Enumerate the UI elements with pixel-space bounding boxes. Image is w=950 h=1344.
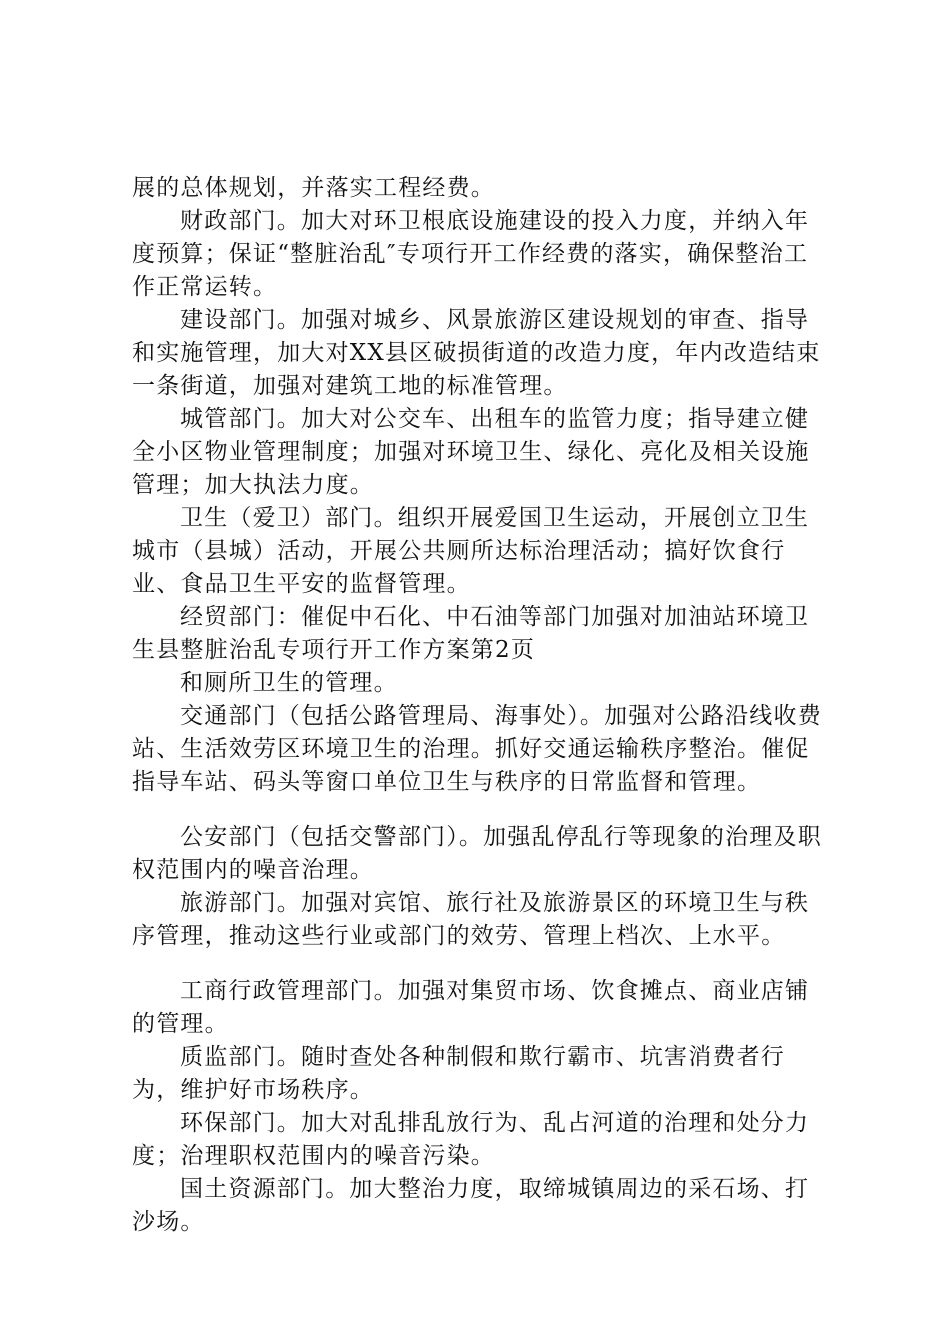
- paragraph-14: 国土资源部门。加大整治力度，取缔城镇周边的采石场、打沙场。: [132, 1176, 810, 1235]
- paragraph-2: 财政部门。加大对环卫根底设施建设的投入力度，并纳入年度预算；保证“整脏治乱″专项行开工作经费的落实，确保整治工作正常运转。: [132, 208, 810, 300]
- paragraph-5: 卫生（爱卫）部门。组织开展爱国卫生运动，开展创立卫生城市（县城）活动，开展公共厕所达标治理活动；搞好饮食行业、食品卫生平安的监督管理。: [132, 505, 810, 597]
- paragraph-3: 建设部门。加强对城乡、风景旅游区建设规划的审查、指导和实施管理，加大对XX县区破损街道的改造力度，年内改造结束一条街道，加强对建筑工地的标准管理。: [132, 307, 821, 399]
- paragraph-13: 环保部门。加大对乱排乱放行为、乱占河道的治理和处分力度；治理职权范围内的噪音污染。: [132, 1110, 810, 1169]
- paragraph-6: 经贸部门：催促中石化、中石油等部门加强对加油站环境卫生县整脏治乱专项行开工作方案第2页: [132, 604, 810, 663]
- document-body: [132, 172, 832, 1239]
- paragraph-9: 公安部门（包括交警部门）。加强乱停乱行等现象的治理及职权范围内的噪音治理。: [132, 824, 822, 883]
- paragraph-7: 和厕所卫生的管理。: [180, 670, 398, 696]
- paragraph-8: 交通部门（包括公路管理局、海事处）。加强对公路沿线收费站、生活效劳区环境卫生的治理。抓好交通运输秩序整治。催促指导车站、码头等窗口单位卫生与秩序的日常监督和管理。: [132, 703, 822, 795]
- paragraph-1: 展的总体规划，并落实工程经费。: [132, 175, 495, 201]
- paragraph-gap: [132, 953, 832, 975]
- paragraph-gap: [132, 799, 832, 821]
- paragraph-12: 质监部门。随时查处各种制假和欺行霸市、坑害消费者行为，维护好市场秩序。: [132, 1044, 785, 1103]
- paragraph-10: 旅游部门。加强对宾馆、旅行社及旅游景区的环境卫生与秩序管理，推动这些行业或部门的效劳、管理上档次、上水平。: [132, 890, 810, 949]
- paragraph-4: 城管部门。加大对公交车、出租车的监管力度；指导建立健全小区物业管理制度；加强对环境卫生、绿化、亮化及相关设施管理；加大执法力度。: [132, 406, 810, 498]
- paragraph-11: 工商行政管理部门。加强对集贸市场、饮食摊点、商业店铺的管理。: [132, 978, 810, 1037]
